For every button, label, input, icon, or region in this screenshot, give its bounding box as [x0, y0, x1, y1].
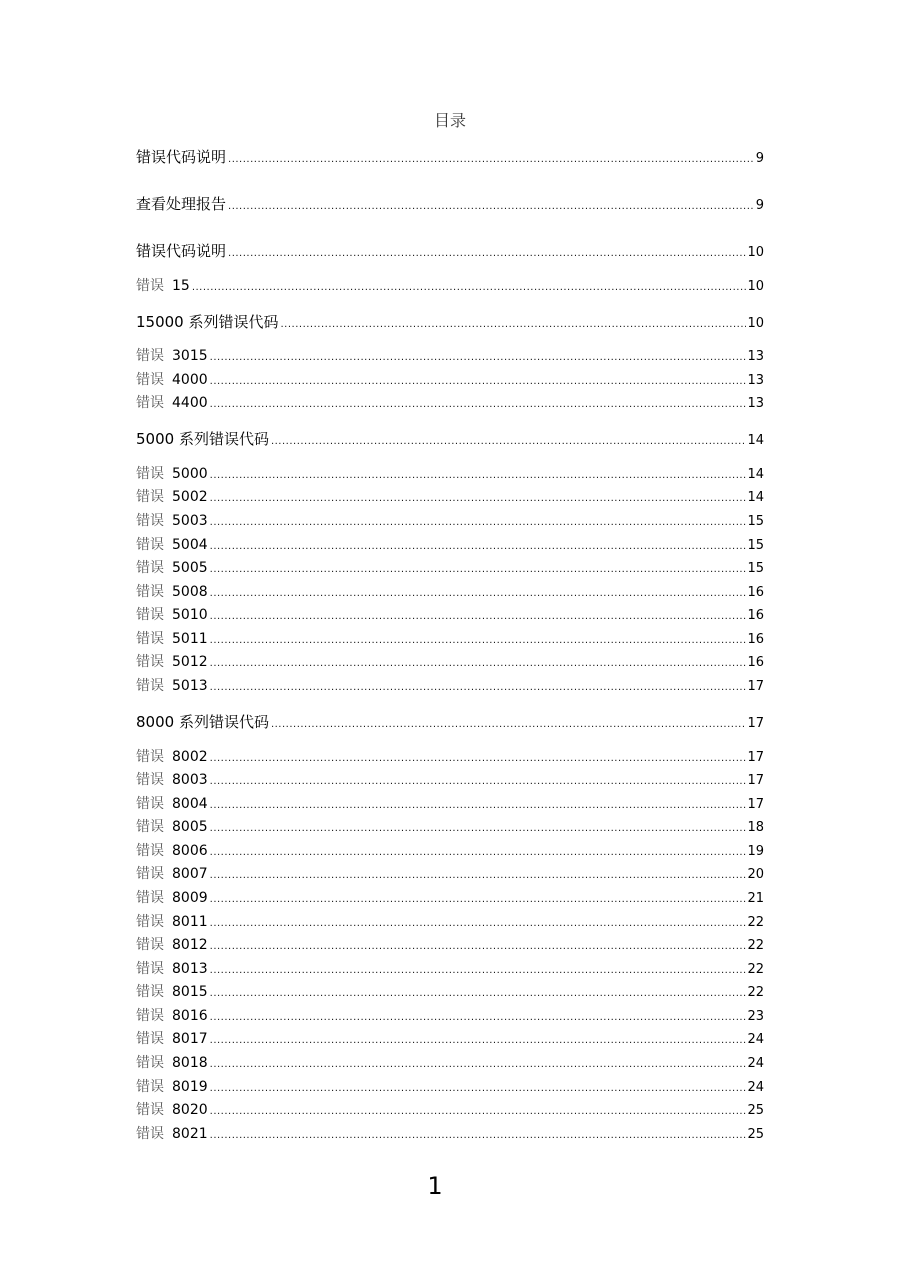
toc-dot-leader	[210, 541, 747, 552]
toc-dot-leader	[210, 682, 747, 693]
toc-dot-leader	[228, 201, 755, 212]
toc-entry-label	[136, 1123, 208, 1143]
toc-dot-leader	[228, 248, 746, 259]
toc-entry-prefix: 错误	[136, 278, 164, 294]
toc-entry-prefix: 错误	[136, 654, 164, 670]
toc-error-entry[interactable]	[136, 840, 764, 862]
toc-error-entry[interactable]	[136, 958, 764, 980]
toc-section-entry[interactable]	[136, 311, 764, 333]
toc-entry-code: 8015	[172, 984, 208, 1000]
toc-entry-code: 5002	[172, 489, 208, 505]
toc-entry-label: 15000 系列错误代码	[136, 313, 279, 331]
toc-dot-leader	[210, 870, 747, 881]
toc-entry-page: 9	[755, 151, 764, 166]
toc-error-entry[interactable]	[136, 981, 764, 1003]
toc-entry-code: 5000	[172, 466, 208, 482]
toc-dot-leader	[210, 470, 747, 481]
toc-error-entry[interactable]	[136, 1005, 764, 1027]
toc-entry-code: 5010	[172, 607, 208, 623]
toc-entry-label: 查看处理报告	[136, 195, 227, 213]
toc-entry-prefix: 错误	[136, 1102, 164, 1118]
toc-entry-code: 8013	[172, 961, 208, 977]
toc-entry-page: 10	[747, 316, 764, 331]
toc-entry-prefix: 错误	[136, 395, 164, 411]
toc-dot-leader	[210, 918, 747, 929]
toc-error-entry[interactable]	[136, 675, 764, 697]
toc-error-entry[interactable]	[136, 1028, 764, 1050]
toc-entry-page: 22	[747, 985, 764, 1000]
toc-dot-leader	[210, 823, 747, 834]
toc-entry-page: 16	[747, 632, 764, 647]
toc-error-entry[interactable]	[136, 557, 764, 579]
toc-entry-label	[136, 981, 208, 1001]
toc-entry-label	[136, 1099, 208, 1119]
toc-dot-leader	[210, 1130, 747, 1141]
toc-error-entry[interactable]	[136, 392, 764, 414]
toc-error-entry[interactable]	[136, 628, 764, 650]
toc-entry-label: 错误代码说明	[136, 242, 227, 260]
toc-entry-label	[136, 604, 208, 624]
toc-entry-prefix: 错误	[136, 678, 164, 694]
toc-dot-leader	[210, 1012, 747, 1023]
toc-error-entry[interactable]	[136, 1076, 764, 1098]
toc-entry-code: 5013	[172, 678, 208, 694]
toc-entry-prefix: 错误	[136, 796, 164, 812]
toc-dot-leader	[210, 635, 747, 646]
toc-error-entry[interactable]	[136, 463, 764, 485]
toc-entry-page: 17	[747, 750, 764, 765]
toc-entry-prefix: 错误	[136, 372, 164, 388]
toc-entry-page: 17	[747, 797, 764, 812]
toc-error-entry[interactable]	[136, 1123, 764, 1145]
toc-entry-prefix: 错误	[136, 890, 164, 906]
toc-error-entry[interactable]	[136, 769, 764, 791]
toc-entry-prefix: 错误	[136, 537, 164, 553]
toc-entry-label	[136, 557, 208, 577]
toc-entry-page: 18	[747, 820, 764, 835]
toc-dot-leader	[210, 988, 747, 999]
toc-entry-page: 24	[747, 1056, 764, 1071]
toc-dot-leader	[192, 282, 747, 293]
toc-dot-leader	[210, 611, 747, 622]
toc-dot-leader	[271, 719, 747, 730]
toc-entry-label	[136, 1005, 208, 1025]
toc-entry-code: 5008	[172, 584, 208, 600]
toc-error-entry[interactable]	[136, 486, 764, 508]
toc-section-entry[interactable]	[136, 193, 764, 215]
toc-entry-label	[136, 628, 208, 648]
toc-dot-leader	[210, 894, 747, 905]
toc-error-entry[interactable]	[136, 816, 764, 838]
toc-entry-prefix: 错误	[136, 560, 164, 576]
toc-entry-page: 14	[747, 467, 764, 482]
toc-entry-label	[136, 746, 208, 766]
toc-dot-leader	[210, 1059, 747, 1070]
toc-entry-code: 3015	[172, 348, 208, 364]
toc-entry-prefix: 错误	[136, 843, 164, 859]
toc-entry-page: 15	[747, 538, 764, 553]
toc-error-entry[interactable]	[136, 369, 764, 391]
toc-entry-prefix: 错误	[136, 584, 164, 600]
toc-dot-leader	[210, 965, 747, 976]
toc-entry-code: 8020	[172, 1102, 208, 1118]
toc-error-entry[interactable]	[136, 275, 764, 297]
toc-entry-label	[136, 463, 208, 483]
toc-entry-label	[136, 1076, 208, 1096]
toc-entry-label	[136, 345, 208, 365]
toc-entry-prefix: 错误	[136, 466, 164, 482]
toc-entry-label: 8000 系列错误代码	[136, 713, 269, 731]
toc-error-entry[interactable]	[136, 581, 764, 603]
toc-entry-page: 20	[747, 867, 764, 882]
toc-section-entry[interactable]	[136, 428, 764, 450]
toc-entry-prefix: 错误	[136, 1031, 164, 1047]
toc-entry-code: 5012	[172, 654, 208, 670]
toc-error-entry[interactable]	[136, 604, 764, 626]
toc-section-entry[interactable]	[136, 711, 764, 733]
toc-entry-code: 5003	[172, 513, 208, 529]
toc-entry-code: 15	[172, 278, 190, 294]
toc-entry-label	[136, 581, 208, 601]
toc-entry-prefix: 错误	[136, 772, 164, 788]
toc-entry-prefix: 错误	[136, 937, 164, 953]
toc-entry-prefix: 错误	[136, 631, 164, 647]
toc-entry-prefix: 错误	[136, 819, 164, 835]
toc-entry-code: 8003	[172, 772, 208, 788]
toc-entry-label	[136, 1028, 208, 1048]
toc-entry-label	[136, 369, 208, 389]
toc-entry-prefix: 错误	[136, 489, 164, 505]
toc-dot-leader	[210, 658, 747, 669]
toc-error-entry[interactable]	[136, 651, 764, 673]
toc-entry-page: 22	[747, 938, 764, 953]
toc-dot-leader	[210, 1035, 747, 1046]
toc-dot-leader	[210, 776, 747, 787]
toc-entry-page: 9	[755, 198, 764, 213]
toc-entry-code: 8005	[172, 819, 208, 835]
toc-entry-label	[136, 840, 208, 860]
toc-entry-label	[136, 934, 208, 954]
toc-entry-code: 4400	[172, 395, 208, 411]
toc-entry-code: 8017	[172, 1031, 208, 1047]
toc-entry-prefix: 错误	[136, 607, 164, 623]
toc-entry-label: 错误代码说明	[136, 148, 227, 166]
toc-entry-prefix: 错误	[136, 866, 164, 882]
toc-entry-code: 8002	[172, 749, 208, 765]
toc-entry-prefix: 错误	[136, 1055, 164, 1071]
toc-entry-page: 10	[747, 245, 764, 260]
toc-entry-page: 15	[747, 514, 764, 529]
toc-entry-code: 5004	[172, 537, 208, 553]
toc-entry-page: 25	[747, 1127, 764, 1142]
toc-error-entry[interactable]	[136, 934, 764, 956]
toc-entry-prefix: 错误	[136, 984, 164, 1000]
toc-entry-page: 13	[747, 373, 764, 388]
toc-entry-label	[136, 510, 208, 530]
toc-entry-label	[136, 958, 208, 978]
toc-dot-leader	[228, 154, 755, 165]
toc-entry-code: 4000	[172, 372, 208, 388]
toc-entry-prefix: 错误	[136, 513, 164, 529]
toc-entry-prefix: 错误	[136, 961, 164, 977]
toc-entry-label	[136, 769, 208, 789]
toc-entry-code: 8009	[172, 890, 208, 906]
toc-dot-leader	[210, 564, 747, 575]
toc-entry-page: 16	[747, 585, 764, 600]
toc-entry-code: 5005	[172, 560, 208, 576]
toc-entry-label	[136, 816, 208, 836]
toc-entry-page: 19	[747, 844, 764, 859]
toc-entry-label	[136, 392, 208, 412]
toc-entry-code: 8004	[172, 796, 208, 812]
toc-entry-page: 22	[747, 962, 764, 977]
toc-title: 目录	[433, 111, 466, 130]
toc-entry-page: 13	[747, 396, 764, 411]
toc-entry-page: 24	[747, 1080, 764, 1095]
toc-entry-page: 23	[747, 1009, 764, 1024]
toc-error-entry[interactable]	[136, 887, 764, 909]
toc-entry-label	[136, 793, 208, 813]
toc-dot-leader	[210, 1106, 747, 1117]
toc-entry-label	[136, 675, 208, 695]
toc-error-entry[interactable]	[136, 1099, 764, 1121]
toc-error-entry[interactable]	[136, 534, 764, 556]
toc-entry-page: 24	[747, 1032, 764, 1047]
toc-error-entry[interactable]	[136, 911, 764, 933]
toc-entry-label: 5000 系列错误代码	[136, 430, 269, 448]
toc-dot-leader	[210, 847, 747, 858]
toc-entry-label	[136, 651, 208, 671]
toc-error-entry[interactable]	[136, 746, 764, 768]
toc-entry-page: 25	[747, 1103, 764, 1118]
toc-entry-page: 17	[747, 773, 764, 788]
toc-dot-leader	[210, 352, 747, 363]
toc-entry-code: 8011	[172, 914, 208, 930]
toc-entry-page: 16	[747, 655, 764, 670]
toc-entry-prefix: 错误	[136, 1079, 164, 1095]
toc-entry-code: 8016	[172, 1008, 208, 1024]
toc-section-entry[interactable]	[136, 240, 764, 262]
toc-entry-label	[136, 911, 208, 931]
toc-entry-page: 17	[747, 679, 764, 694]
toc-error-entry[interactable]	[136, 863, 764, 885]
toc-dot-leader	[210, 1083, 747, 1094]
toc-error-entry[interactable]	[136, 345, 764, 367]
toc-entry-prefix: 错误	[136, 348, 164, 364]
toc-entry-code: 8021	[172, 1126, 208, 1142]
toc-entry-page: 14	[747, 490, 764, 505]
toc-entry-page: 13	[747, 349, 764, 364]
toc-entry-label	[136, 486, 208, 506]
toc-entry-page: 10	[747, 279, 764, 294]
toc-error-entry[interactable]	[136, 1052, 764, 1074]
toc-entry-prefix: 错误	[136, 749, 164, 765]
toc-error-entry[interactable]	[136, 510, 764, 532]
toc-entry-label	[136, 863, 208, 883]
toc-error-entry[interactable]	[136, 793, 764, 815]
toc-entry-code: 8019	[172, 1079, 208, 1095]
toc-entry-page: 21	[747, 891, 764, 906]
toc-entry-page: 22	[747, 915, 764, 930]
toc-entry-page: 14	[747, 433, 764, 448]
toc-entry-label	[136, 1052, 208, 1072]
toc-dot-leader	[210, 800, 747, 811]
toc-dot-leader	[281, 319, 747, 330]
toc-section-entry[interactable]	[136, 146, 764, 168]
toc-dot-leader	[210, 399, 747, 410]
toc-dot-leader	[210, 941, 747, 952]
page-number: 1	[427, 1172, 443, 1200]
toc-entry-label	[136, 534, 208, 554]
toc-entry-page: 15	[747, 561, 764, 576]
toc-entry-prefix: 错误	[136, 914, 164, 930]
toc-entry-page: 16	[747, 608, 764, 623]
toc-entry-page: 17	[747, 716, 764, 731]
toc-dot-leader	[210, 517, 747, 528]
toc-entry-label	[136, 887, 208, 907]
toc-entry-code: 5011	[172, 631, 208, 647]
toc-entry-code: 8012	[172, 937, 208, 953]
toc-entry-label	[136, 275, 190, 295]
toc-entry-code: 8018	[172, 1055, 208, 1071]
toc-dot-leader	[210, 493, 747, 504]
toc-dot-leader	[271, 436, 747, 447]
toc-entry-code: 8007	[172, 866, 208, 882]
toc-dot-leader	[210, 376, 747, 387]
toc-entry-prefix: 错误	[136, 1008, 164, 1024]
toc-entry-code: 8006	[172, 843, 208, 859]
toc-dot-leader	[210, 753, 747, 764]
toc-entry-prefix: 错误	[136, 1126, 164, 1142]
toc-dot-leader	[210, 588, 747, 599]
